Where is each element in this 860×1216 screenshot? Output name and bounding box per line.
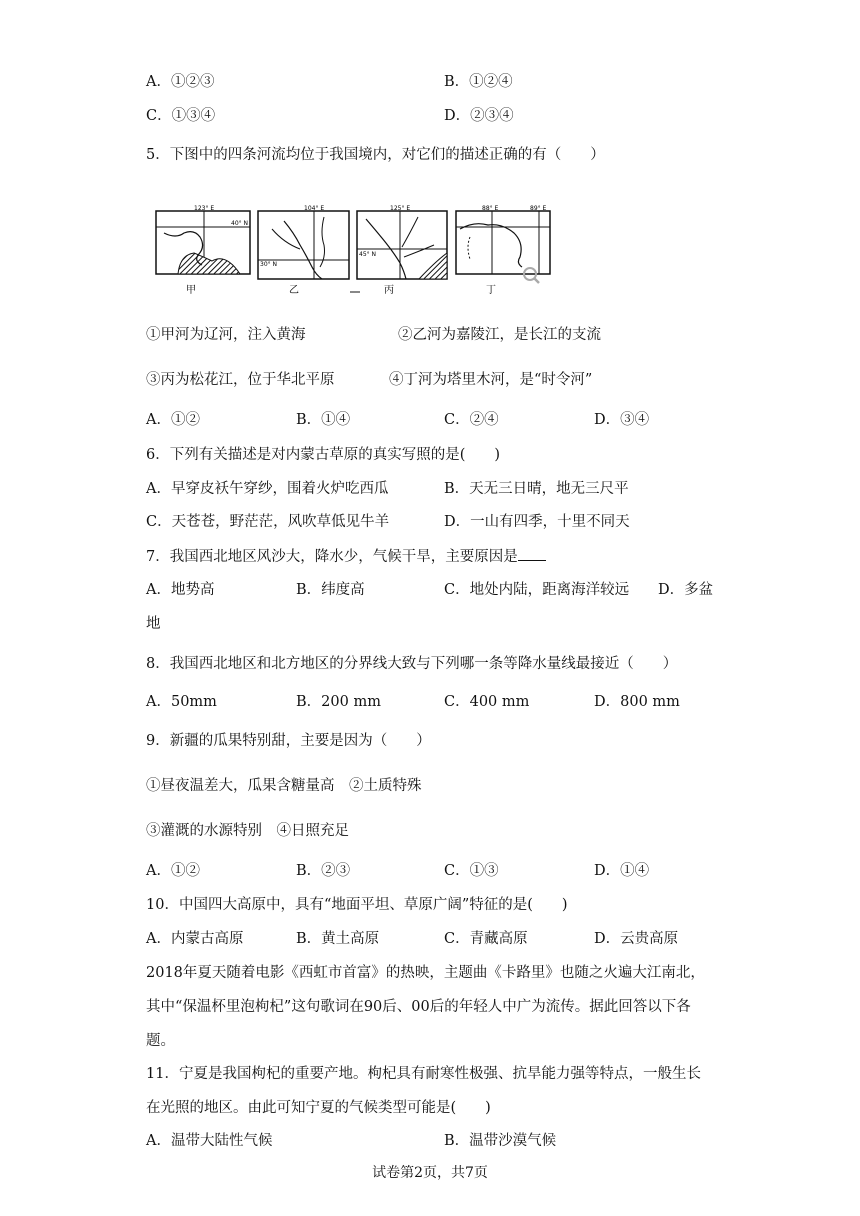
q10-option-b: B．黄土高原 [296, 931, 380, 947]
q5-option-b: B．①④ [296, 412, 351, 428]
q5-statement-2: ②乙河为嘉陵江，是长江的支流 [398, 327, 601, 343]
q6-option-a: A．早穿皮袄午穿纱，围着火炉吃西瓜 [146, 481, 389, 497]
map-ding-lon-b: 89° E [530, 205, 547, 212]
q10-option-a: A．内蒙古高原 [146, 931, 244, 947]
map-yi-lon: 104° E [304, 205, 325, 212]
q5-option-c: C．②④ [444, 412, 499, 428]
map-bing [357, 205, 447, 279]
passage-line-1: 2018年夏天随着电影《西虹市首富》的热映，主题曲《卡路里》也随之火遍大江南北， [146, 965, 705, 981]
q7-option-d-wrap: 地 [146, 616, 161, 632]
map-label-ding: 丁 [486, 285, 496, 295]
q9-stem: 9．新疆的瓜果特别甜，主要是因为（ ） [146, 733, 431, 749]
map-yi [258, 205, 349, 279]
q8-option-d: D．800 mm [594, 694, 680, 710]
q8-option-c: C．400 mm [444, 694, 530, 710]
q9-option-c: C．①③ [444, 863, 499, 879]
q8-stem: 8．我国西北地区和北方地区的分界线大致与下列哪一条等降水量线最接近（ ） [146, 656, 678, 672]
q10-option-d: D．云贵高原 [594, 931, 679, 947]
q9-option-a: A．①② [146, 863, 200, 879]
prev-option-b: B．①②④ [444, 74, 513, 90]
q7-stem-text: 7．我国西北地区风沙大，降水少，气候干旱，主要原因是 [146, 549, 518, 565]
q6-option-d: D．一山有四季，十里不同天 [444, 514, 630, 530]
prev-option-d: D．②③④ [444, 108, 514, 124]
q11-line-2: 在光照的地区。由此可知宁夏的气候类型可能是( ) [146, 1100, 491, 1116]
map-ding-lon-a: 88° E [482, 205, 499, 212]
q7-option-c: C．地处内陆，距离海洋较远 [444, 582, 630, 598]
q5-stem: 5．下图中的四条河流均位于我国境内，对它们的描述正确的有（ ） [146, 147, 605, 163]
q7-option-a: A．地势高 [146, 582, 215, 598]
map-label-jia: 甲 [186, 285, 196, 295]
q9-option-b: B．②③ [296, 863, 351, 879]
q5-statement-1: ①甲河为辽河，注入黄海 [146, 327, 306, 343]
q8-option-a: A．50mm [146, 694, 217, 710]
map-jia [156, 205, 250, 274]
q11-option-a: A．温带大陆性气候 [146, 1133, 273, 1149]
map-label-yi: 乙 [289, 285, 299, 295]
q11-option-b: B．温带沙漠气候 [444, 1133, 557, 1149]
map-bing-lat: 45° N [359, 251, 377, 258]
map-jia-lon: 123° E [194, 205, 215, 212]
q5-option-a: A．①② [146, 412, 200, 428]
map-label-bing: 丙 [384, 285, 394, 295]
q8-option-b: B．200 mm [296, 694, 381, 710]
q6-stem: 6．下列有关描述是对内蒙古草原的真实写照的是( ) [146, 447, 501, 463]
q11-line-1: 11．宁夏是我国枸杞的重要产地。枸杞具有耐寒性极强、抗旱能力强等特点，一般生长 [146, 1066, 701, 1082]
prev-option-c: C．①③④ [146, 108, 216, 124]
q7-blank [518, 546, 546, 561]
map-yi-lat: 30° N [260, 261, 278, 268]
river-maps-figure [154, 203, 554, 295]
map-bing-lon: 125° E [390, 205, 411, 212]
q9-line-2: ③灌溉的水源特别 ④日照充足 [146, 823, 349, 839]
q6-option-c: C．天苍苍，野茫茫，风吹草低见牛羊 [146, 514, 390, 530]
q7-option-b: B．纬度高 [296, 582, 365, 598]
q10-option-c: C．青藏高原 [444, 931, 528, 947]
page-footer: 试卷第2页，共7页 [372, 1165, 488, 1181]
q7-option-d: D．多盆 [658, 582, 714, 598]
q9-line-1: ①昼夜温差大，瓜果含糖量高 ②土质特殊 [146, 778, 422, 794]
q5-statement-3: ③丙为松花江，位于华北平原 [146, 372, 335, 388]
q5-option-d: D．③④ [594, 412, 650, 428]
passage-line-2: 其中“保温杯里泡枸杞”这句歌词在90后、00后的年轻人中广为流传。据此回答以下各 [146, 999, 691, 1015]
q7-stem [146, 546, 546, 567]
map-ding [456, 205, 550, 283]
map-jia-lat: 40° N [231, 220, 249, 227]
passage-line-3: 题。 [146, 1033, 175, 1049]
q9-option-d: D．①④ [594, 863, 650, 879]
q5-statement-4: ④丁河为塔里木河，是“时令河” [389, 372, 593, 388]
q10-stem: 10．中国四大高原中，具有“地面平坦、草原广阔”特征的是( ) [146, 897, 568, 913]
prev-option-a: A．①②③ [146, 74, 215, 90]
q6-option-b: B．天无三日晴，地无三尺平 [444, 481, 629, 497]
